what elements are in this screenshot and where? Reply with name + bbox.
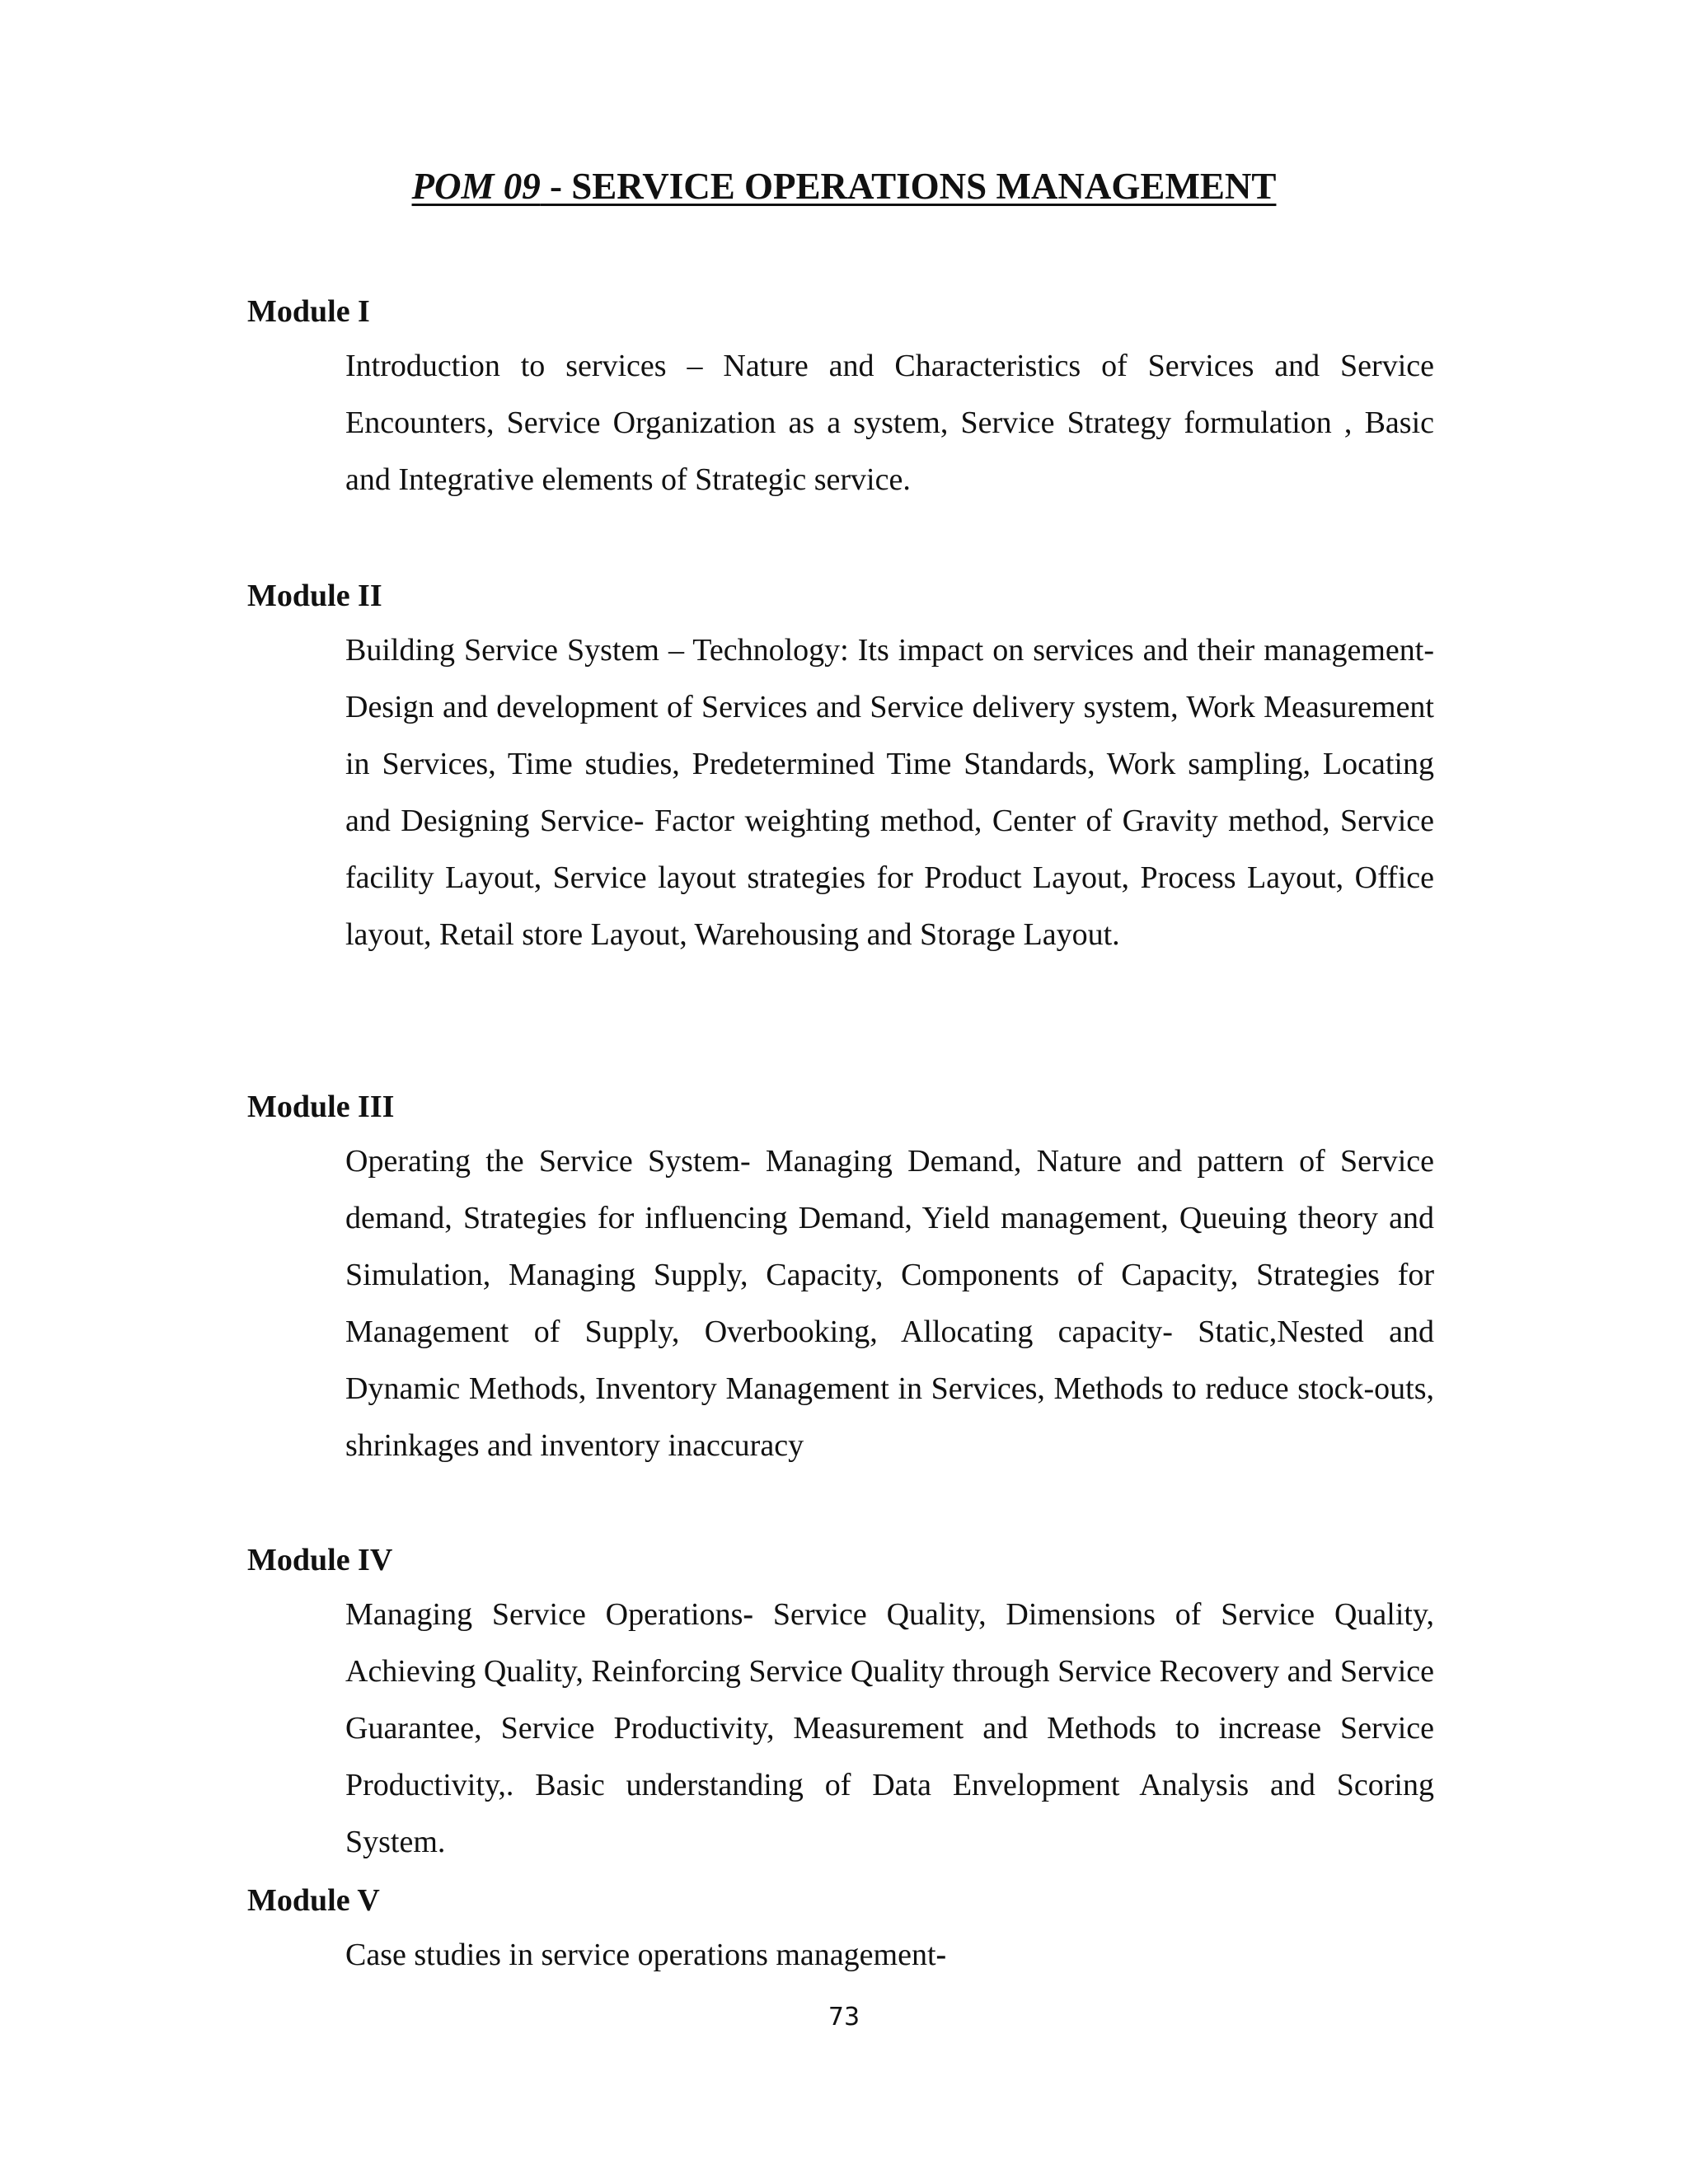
module-3-heading: Module III bbox=[247, 1090, 395, 1124]
page-title bbox=[0, 165, 1688, 208]
module-1-heading: Module I bbox=[247, 294, 370, 329]
module-4-text-dash: - bbox=[743, 1597, 754, 1632]
page-number: 73 bbox=[828, 2003, 860, 2032]
module-2-text: Building Service System – Technology: Its impact on services and their management- Design and development of Services and Service delivery system, Work Measurement in Services, Time studies, Predetermined Time Standards, Work sampling, Locating and Designing Service- Factor weighting method, Center of Gravity method, Service facility Layout, Service layout strategies for Product Layout, Process Layout, Office layout, Retail store Layout, Warehousing and Storage Layout. bbox=[345, 633, 1434, 952]
module-1-text: Introduction to services – Nature and Characteristics of Services and Service Encounters, Service Organization as a system, Service Strategy formulation , Basic and Integrative elements of Strategic service. bbox=[345, 349, 1434, 497]
module-5-text-dash: - bbox=[935, 1938, 947, 1972]
module-2-heading: Module II bbox=[247, 579, 382, 613]
module-5-text bbox=[345, 1927, 1434, 1984]
module-4-text-lead: Managing Service Operations bbox=[345, 1597, 743, 1632]
module-4-text-body: Service Quality, Dimensions of Service Quality, Achieving Quality, Reinforcing Service Quality through Service Recovery and Service Guarantee, Service Productivity, Measurement and Methods to increase Service Productivity,. Basic understanding of Data Envelopment Analysis and Scoring System. bbox=[345, 1597, 1434, 1859]
module-4-heading: Module IV bbox=[247, 1543, 393, 1577]
course-code: POM 09 bbox=[411, 166, 541, 207]
module-5-heading: Module V bbox=[247, 1883, 380, 1918]
module-3-text: Operating the Service System- Managing Demand, Nature and pattern of Service demand, Strategies for influencing Demand, Yield management, Queuing theory and Simulation, Managing Supply, Capacity, Components of Capacity, Strategies for Management of Supply, Overbooking, Allocating capacity- Static,Nested and Dynamic Methods, Inventory Management in Services, Methods to reduce stock-outs, shrinkages and inventory inaccuracy bbox=[345, 1144, 1434, 1463]
module-4-text bbox=[345, 1586, 1434, 1871]
course-name: - SERVICE OPERATIONS MANAGEMENT bbox=[540, 166, 1277, 207]
module-5-text-body: Case studies in service operations management bbox=[345, 1938, 936, 1972]
